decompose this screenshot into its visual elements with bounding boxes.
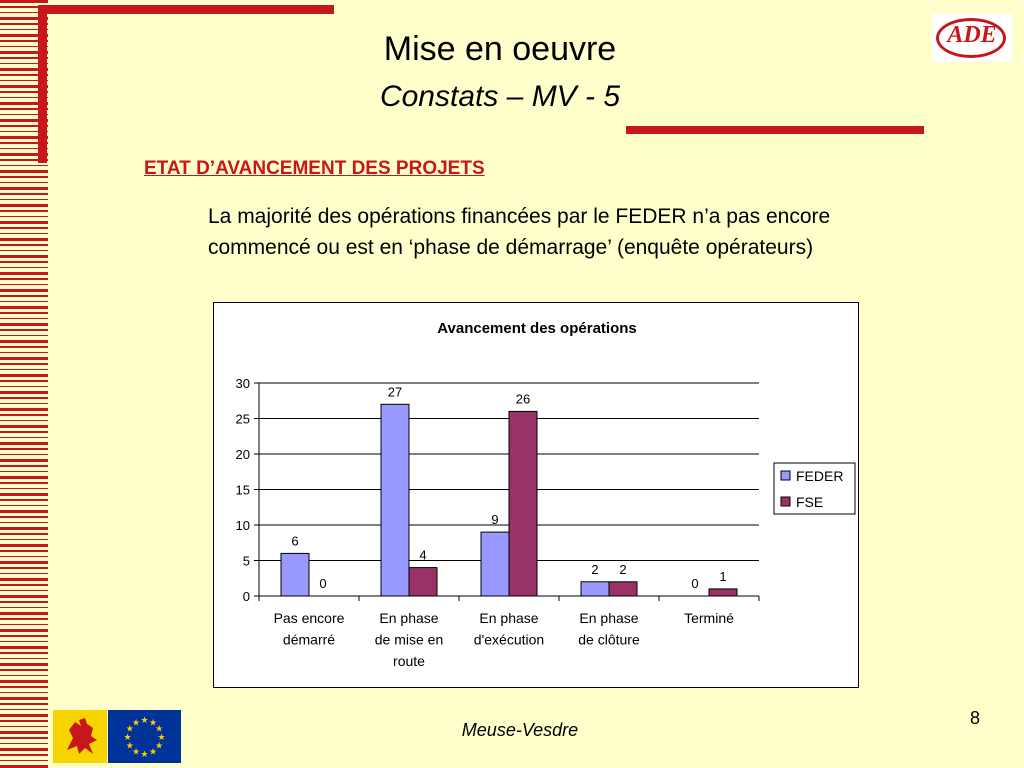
bar-fse [609, 582, 637, 596]
eu-star-icon: ★ [140, 716, 149, 726]
eu-star-icon: ★ [155, 741, 164, 752]
slide-title: Mise en oeuvre [383, 30, 617, 68]
y-tick-label: 30 [235, 376, 250, 391]
bar-fse [509, 411, 537, 596]
data-label: 0 [691, 576, 699, 591]
eu-star-icon: ★ [155, 724, 164, 735]
legend-swatch-feder [781, 471, 790, 480]
wallonia-flag [53, 710, 107, 763]
x-tick-label: de clôture [578, 631, 640, 648]
slide-subtitle: Constats – MV - 5 [379, 80, 621, 113]
x-tick-label: d'exécution [473, 631, 545, 648]
bar-feder [281, 553, 309, 596]
data-label: 2 [619, 561, 627, 577]
x-tick-label: démarré [282, 631, 336, 648]
legend-label: FSE [796, 494, 824, 510]
eu-star-icon: ★ [123, 733, 132, 743]
eu-star-icon: ★ [125, 741, 134, 752]
frame-vertical-bar [38, 5, 47, 163]
data-label: 27 [387, 384, 403, 400]
x-tick-label: route [393, 653, 425, 669]
x-tick-label: Pas encore [273, 610, 345, 626]
data-label: 6 [291, 533, 299, 549]
y-tick-label: 15 [235, 482, 250, 498]
x-tick-label: de mise en [374, 631, 444, 648]
eu-star-icon: ★ [157, 733, 166, 743]
x-tick-label: En phase [579, 610, 639, 626]
eu-star-icon: ★ [148, 747, 158, 758]
eu-star-icon: ★ [131, 718, 141, 729]
chart-title: Avancement des opérations [437, 320, 637, 337]
ade-logo [932, 14, 1012, 62]
eu-flag [108, 710, 181, 763]
legend-label: FEDER [796, 468, 844, 484]
frame-top-bar [38, 5, 334, 14]
data-label: 2 [591, 561, 599, 577]
eu-stars-icon [108, 710, 181, 763]
chart-container [213, 302, 859, 688]
section-heading: ETAT D’AVANCEMENT DES PROJETS [144, 158, 485, 179]
eu-star-icon: ★ [125, 724, 134, 735]
y-tick-label: 10 [235, 518, 250, 533]
eu-star-icon: ★ [148, 718, 158, 729]
eu-star-icon: ★ [140, 750, 149, 760]
x-tick-label: En phase [479, 610, 539, 626]
bar-fse [409, 568, 437, 596]
bar-feder [381, 404, 409, 596]
data-label: 9 [491, 512, 499, 528]
rooster-icon [53, 710, 107, 763]
data-label: 26 [515, 391, 531, 407]
bar-feder [481, 532, 509, 596]
page-number: 8 [969, 708, 980, 728]
eu-star-icon: ★ [131, 747, 141, 758]
x-tick-label: Terminé [684, 610, 734, 626]
footer-text: Meuse-Vesdre [461, 720, 579, 740]
data-label: 4 [419, 547, 427, 563]
bar-fse [709, 589, 737, 596]
y-tick-label: 5 [242, 553, 250, 569]
body-paragraph: La majorité des opérations financées par le FEDER n’a pas encore commencé ou est en ‘phase de démarrage’ (enquête opérateurs) [208, 205, 831, 259]
title-underline-bar [626, 126, 924, 134]
legend-swatch-fse [781, 497, 790, 506]
data-label: 0 [319, 576, 327, 591]
bar-feder [581, 582, 609, 596]
bar-chart [214, 303, 860, 689]
y-tick-label: 25 [235, 411, 250, 427]
logo-text: ADE [947, 22, 997, 48]
y-tick-label: 0 [242, 589, 250, 604]
data-label: 1 [719, 568, 727, 584]
y-tick-label: 20 [235, 447, 250, 462]
x-tick-label: En phase [379, 610, 439, 626]
